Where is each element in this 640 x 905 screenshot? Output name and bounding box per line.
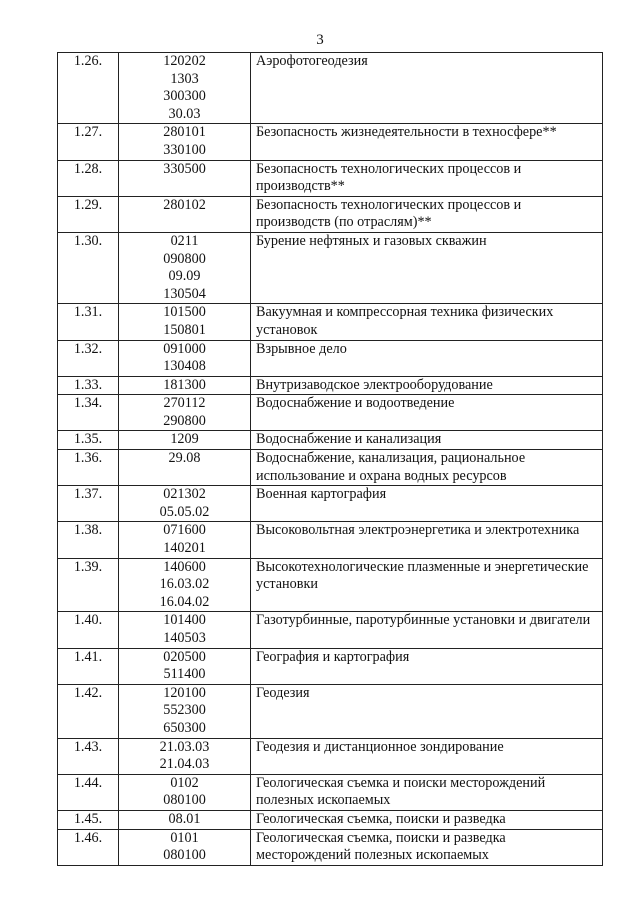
table-row xyxy=(58,431,603,450)
row-number-cell: 1.44. xyxy=(58,774,119,810)
row-number-cell: 1.31. xyxy=(58,304,119,340)
code-cell xyxy=(119,376,251,395)
specialty-code: 330500 xyxy=(163,160,206,177)
specialty-code: 0102 xyxy=(170,774,199,791)
table-row xyxy=(58,648,603,684)
specialty-code: 552300 xyxy=(163,702,206,719)
code-cell xyxy=(119,522,251,558)
specialty-code: 101400 xyxy=(163,612,206,629)
table-row xyxy=(58,160,603,196)
table-row xyxy=(58,196,603,232)
row-number-cell: 1.30. xyxy=(58,232,119,303)
specialty-code: 330100 xyxy=(163,141,206,158)
code-cell xyxy=(119,774,251,810)
specialty-name-cell: Военная картография xyxy=(251,486,603,522)
specialty-code: 140503 xyxy=(163,630,206,646)
table-row xyxy=(58,53,603,124)
specialty-code: 181300 xyxy=(163,376,206,393)
code-cell xyxy=(119,124,251,160)
specialty-name-cell: Вакуумная и компрессорная техника физических установок xyxy=(251,304,603,340)
code-cell xyxy=(119,612,251,648)
row-number-cell: 1.46. xyxy=(58,829,119,865)
specialty-code: 1303 xyxy=(170,70,199,87)
specialty-name-cell: Бурение нефтяных и газовых скважин xyxy=(251,232,603,303)
table-row xyxy=(58,612,603,648)
page-number: 3 xyxy=(316,32,324,48)
row-number-cell: 1.27. xyxy=(58,124,119,160)
row-number-cell: 1.36. xyxy=(58,450,119,486)
code-cell xyxy=(119,648,251,684)
specialty-name-cell: Взрывное дело xyxy=(251,340,603,376)
row-number-cell: 1.28. xyxy=(58,160,119,196)
table-row xyxy=(58,738,603,774)
specialty-code: 30.03 xyxy=(168,105,201,122)
specialty-code: 21.04.03 xyxy=(159,756,210,773)
specialty-name-cell: Геологическая съемка, поиски и разведка месторождений полезных ископаемых xyxy=(251,829,603,865)
specialty-name-cell: Высоковольтная электроэнергетика и электротехника xyxy=(251,522,603,558)
specialty-code: 650300 xyxy=(163,719,206,736)
row-number-cell: 1.40. xyxy=(58,612,119,648)
specialty-name-cell: Водоснабжение и канализация xyxy=(251,431,603,450)
specialty-code: 29.08 xyxy=(168,450,201,467)
specialty-name-cell: Аэрофотогеодезия xyxy=(251,53,603,124)
row-number-cell: 1.37. xyxy=(58,486,119,522)
row-number-cell: 1.33. xyxy=(58,376,119,395)
row-number-cell: 1.41. xyxy=(58,648,119,684)
code-cell xyxy=(119,558,251,612)
table-row xyxy=(58,558,603,612)
code-cell xyxy=(119,196,251,232)
specialty-code: 21.03.03 xyxy=(159,738,210,755)
specialty-code: 0211 xyxy=(170,232,199,249)
table-row xyxy=(58,304,603,340)
specialty-table-body xyxy=(58,53,603,866)
table-row xyxy=(58,450,603,486)
row-number-cell: 1.45. xyxy=(58,810,119,829)
code-cell xyxy=(119,810,251,829)
specialty-code: 091000 xyxy=(163,340,206,357)
specialty-code: 16.03.02 xyxy=(159,576,210,593)
specialty-name-cell: Водоснабжение, канализация, рациональное использование и охрана водных ресурсов xyxy=(251,450,603,486)
row-number-cell: 1.34. xyxy=(58,395,119,431)
specialty-code: 09.09 xyxy=(168,268,201,285)
code-cell xyxy=(119,395,251,431)
specialty-code: 080100 xyxy=(163,847,206,864)
specialty-code: 120100 xyxy=(163,684,206,701)
table-row xyxy=(58,376,603,395)
specialty-code: 0101 xyxy=(170,829,199,846)
row-number-cell: 1.38. xyxy=(58,522,119,558)
specialty-name-cell: Внутризаводское электрооборудование xyxy=(251,376,603,395)
code-cell xyxy=(119,486,251,522)
table-row xyxy=(58,810,603,829)
specialty-name-cell: География и картография xyxy=(251,648,603,684)
specialty-name-cell: Водоснабжение и водоотведение xyxy=(251,395,603,431)
specialty-name-cell: Газотурбинные, паротурбинные установки и двигатели xyxy=(251,612,603,648)
specialty-code: 130504 xyxy=(163,285,206,302)
code-cell xyxy=(119,160,251,196)
specialty-code: 280101 xyxy=(163,124,206,141)
table-row xyxy=(58,522,603,558)
specialty-table xyxy=(57,52,603,866)
specialty-code: 120202 xyxy=(163,53,206,69)
code-cell xyxy=(119,684,251,738)
specialty-name-cell: Высокотехнологические плазменные и энергетические установки xyxy=(251,558,603,612)
specialty-code: 270112 xyxy=(163,395,206,412)
specialty-code: 290800 xyxy=(163,412,206,429)
specialty-code: 140201 xyxy=(163,540,206,557)
table-row xyxy=(58,684,603,738)
specialty-code: 300300 xyxy=(163,88,206,105)
specialty-code: 16.04.02 xyxy=(159,593,210,610)
table-row xyxy=(58,774,603,810)
code-cell xyxy=(119,738,251,774)
specialty-name-cell: Геодезия и дистанционное зондирование xyxy=(251,738,603,774)
row-number-cell: 1.43. xyxy=(58,738,119,774)
table-row xyxy=(58,829,603,865)
specialty-code: 150801 xyxy=(163,321,206,338)
code-cell xyxy=(119,340,251,376)
code-cell xyxy=(119,431,251,450)
specialty-name-cell: Геологическая съемка, поиски и разведка xyxy=(251,810,603,829)
table-row xyxy=(58,232,603,303)
specialty-code: 021302 xyxy=(163,486,206,503)
table-row xyxy=(58,395,603,431)
specialty-code: 020500 xyxy=(163,648,206,665)
row-number-cell: 1.32. xyxy=(58,340,119,376)
specialty-code: 080100 xyxy=(163,792,206,809)
row-number-cell: 1.35. xyxy=(58,431,119,450)
specialty-code: 280102 xyxy=(163,196,206,213)
code-cell xyxy=(119,450,251,486)
specialty-name-cell: Безопасность технологических процессов и производств** xyxy=(251,160,603,196)
code-cell xyxy=(119,232,251,303)
row-number-cell: 1.39. xyxy=(58,558,119,612)
table-row xyxy=(58,486,603,522)
code-cell xyxy=(119,829,251,865)
row-number-cell: 1.42. xyxy=(58,684,119,738)
specialty-code: 1209 xyxy=(170,431,199,448)
specialty-code: 090800 xyxy=(163,250,206,267)
specialty-code: 08.01 xyxy=(168,810,201,827)
specialty-code: 071600 xyxy=(163,522,206,539)
table-row xyxy=(58,340,603,376)
specialty-code: 101500 xyxy=(163,304,206,321)
specialty-code: 511400 xyxy=(163,666,206,683)
specialty-code: 05.05.02 xyxy=(159,503,210,520)
specialty-name-cell: Геодезия xyxy=(251,684,603,738)
code-cell xyxy=(119,53,251,124)
row-number-cell: 1.29. xyxy=(58,196,119,232)
specialty-name-cell: Геологическая съемка и поиски месторождений полезных ископаемых xyxy=(251,774,603,810)
specialty-code: 130408 xyxy=(163,358,206,375)
row-number-cell: 1.26. xyxy=(58,53,119,124)
code-cell xyxy=(119,304,251,340)
specialty-code: 140600 xyxy=(163,558,206,575)
specialty-name-cell: Безопасность жизнедеятельности в техносфере** xyxy=(251,124,603,160)
specialty-name-cell: Безопасность технологических процессов и производств (по отраслям)** xyxy=(251,196,603,232)
table-row xyxy=(58,124,603,160)
